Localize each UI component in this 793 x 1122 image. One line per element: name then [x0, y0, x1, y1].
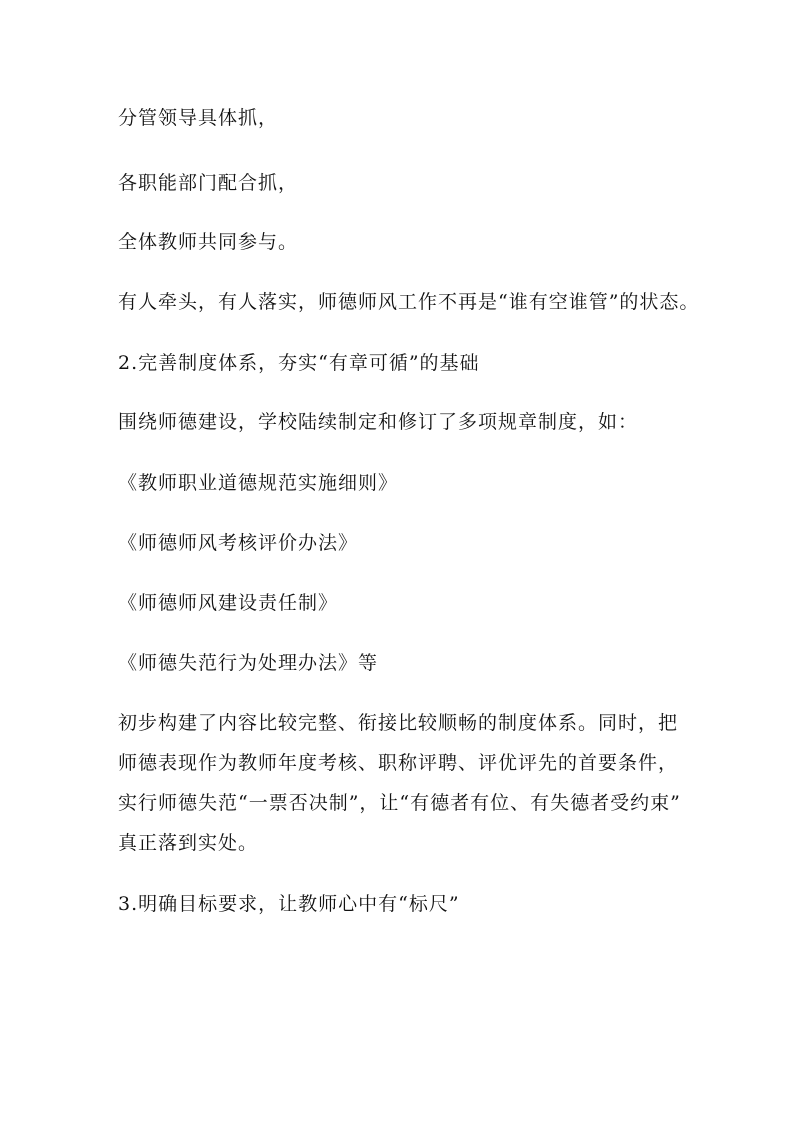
regulation-title: 《师德师风考核评价办法》 [118, 532, 359, 554]
paragraph-line: 真正落到实处。 [118, 832, 259, 854]
regulation-title: 《教师职业道德规范实施细则》 [118, 472, 399, 494]
body-line: 全体教师共同参与。 [118, 231, 299, 253]
paragraph-line: 师德表现作为教师年度考核、职称评聘、评优评先的首要条件， [118, 752, 679, 774]
paragraph-line: 初步构建了内容比较完整、衔接比较顺畅的制度体系。同时，把 [118, 712, 679, 734]
body-line: 分管领导具体抓， [118, 107, 279, 129]
regulation-title: 《师德失范行为处理办法》等 [118, 652, 379, 674]
section-heading: 3.明确目标要求，让教师心中有“标尺” [118, 893, 460, 915]
paragraph-line: 实行师德失范“一票否决制”，让“有德者有位、有失德者受约束” [118, 792, 681, 814]
body-line: 有人牵头，有人落实，师德师风工作不再是“谁有空谁管”的状态。 [118, 291, 700, 313]
section-heading: 2.完善制度体系，夯实“有章可循”的基础 [118, 352, 480, 374]
body-line: 围绕师德建设，学校陆续制定和修订了多项规章制度，如： [118, 411, 639, 433]
regulation-title: 《师德师风建设责任制》 [118, 592, 339, 614]
body-line: 各职能部门配合抓， [118, 172, 299, 194]
